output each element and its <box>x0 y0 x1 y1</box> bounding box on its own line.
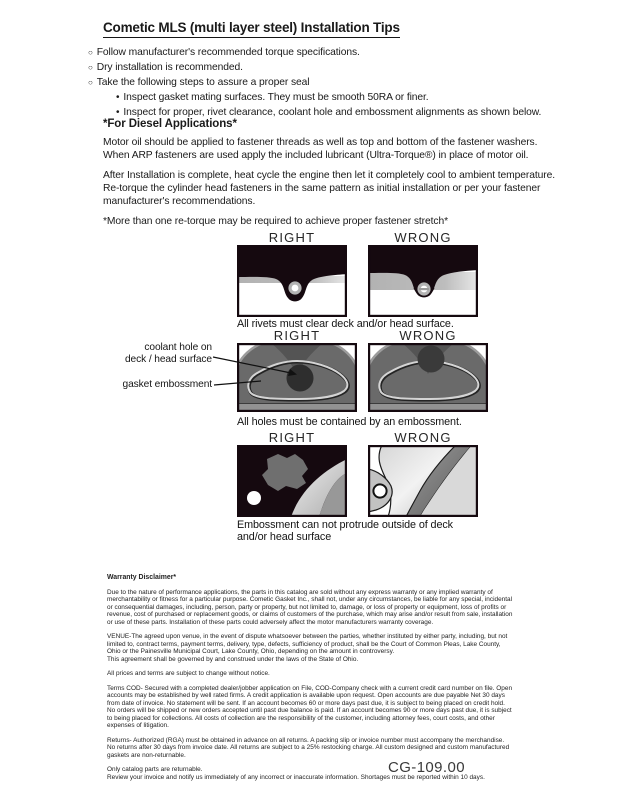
right-label: RIGHT <box>268 230 316 245</box>
list-item <box>88 45 558 60</box>
legal-paragraph: Only catalog parts are returnable. <box>107 766 203 773</box>
legal-paragraph: Due to the nature of performance applications, the parts in this catalog are sold without any express warranty or any implied warranty of merchantability or fitness for a particular purpose. Cometic Gasket Inc., shall not, under any circumstances, be liable for any special, incidental or consequential damages, including, person, party or property, but not limited to, damage, or loss of property or equipment, loss of profits or revenue, cost of purchased or replacement goods, or claims of customers of the purchase, which may arise and/or result from sale, installation or use of these parts. Installation of these parts could adversely affect the motor manufacturers warranty coverage. <box>107 588 513 626</box>
callout-arrow-lines <box>115 340 375 420</box>
diesel-paragraph: After Installation is complete, heat cycle the engine then let it completely cool to ambient temperature. Re-torque the cylinder head fasteners in the same pattern as initial installation or per your fastener manufacturer's recommendations. <box>103 170 555 207</box>
page-number: CG-109.00 <box>388 759 465 776</box>
page-title: Cometic MLS (multi layer steel) Installation Tips <box>103 20 400 38</box>
legal-paragraph: Terms COD- Secured with a completed dealer/jobber application on File, COD-Company check with a current credit card number on file. Open accounts may be established by well rated firms. A credit application is available upon request. Open accounts are due payable Net 30 days from date of invoice. No statement will be sent. If an account becomes 60 or more days past due, it is subject to being placed on credit hold. No orders will be shipped or new orders accepted until past due balance is paid. If an account becomes 90 or more days past due, it is subject to being placed for collections. All costs of collection are the responsibility of the customer, including attorney fees, court costs, and other expenses of litigation. <box>107 684 513 729</box>
installation-tips-list <box>88 45 558 120</box>
tip-text: Inspect for proper, rivet clearance, coolant hole and embossment alignments as shown below. <box>123 107 542 118</box>
legal-heading: Warranty Disclaimer* <box>107 574 177 581</box>
tip-text: Inspect gasket mating surfaces. They must be smooth 50RA or finer. <box>123 92 429 103</box>
solid-bullet-icon: • <box>116 107 120 118</box>
solid-bullet-icon: • <box>116 92 120 103</box>
holes-wrong-diagram <box>368 343 488 412</box>
retorque-note: *More than one re-torque may be required to achieve proper fastener stretch* <box>103 216 448 227</box>
list-item <box>88 75 558 90</box>
callout-text: gasket embossment <box>122 379 212 390</box>
tip-text: Take the following steps to assure a proper seal <box>96 77 310 88</box>
open-bullet-icon: ○ <box>88 63 93 72</box>
tip-text: Follow manufacturer's recommended torque specifications. <box>96 47 360 58</box>
callout-text: deck / head surface <box>124 353 212 365</box>
legal-paragraph: This agreement shall be governed by and construed under the laws of the State of Ohio. <box>107 655 359 663</box>
protrusion-wrong-diagram <box>368 445 478 517</box>
open-bullet-icon: ○ <box>88 48 93 57</box>
holes-caption: All holes must be contained by an embossment. <box>237 416 462 428</box>
protrusion-caption: Embossment can not protrude outside of deck and/or head surface <box>237 519 453 543</box>
legal-paragraph: Review your invoice and notify us immediately of any incorrect or inaccurate information. Shortages must be reported within 10 days. <box>107 773 485 781</box>
open-bullet-icon: ○ <box>88 78 93 87</box>
list-item <box>116 90 558 105</box>
legal-paragraph: VENUE-The agreed upon venue, in the event of dispute whatsoever between the parties, whether instituted by either party, including, but not limited to, contract terms, payment terms, delivery, type, defects, sufficiency of product, shall be the Court of Common Pleas, Lake County, Ohio or the Painesville Municipal Court, Lake County, Ohio, depending on the amount in controversy. <box>107 633 508 655</box>
legal-paragraph: All prices and terms are subject to change without notice. <box>107 670 270 677</box>
diesel-paragraph: Motor oil should be applied to fastener threads as well as top and bottom of the fastener washers. When ARP fasteners are used apply the included lubricant (Ultra-Torque®) in place of motor oil. <box>103 137 538 161</box>
rivet-wrong-diagram <box>368 245 478 317</box>
warranty-disclaimer <box>107 574 514 781</box>
right-label: RIGHT <box>273 328 321 343</box>
wrong-label: WRONG <box>394 230 452 245</box>
right-label: RIGHT <box>268 430 316 445</box>
rivet-caption: All rivets must clear deck and/or head surface. <box>237 318 454 330</box>
wrong-label: WRONG <box>394 430 452 445</box>
protrusion-right-diagram <box>237 445 347 517</box>
rivet-right-diagram <box>237 245 347 317</box>
diesel-heading: *For Diesel Applications* <box>103 118 237 130</box>
wrong-label: WRONG <box>399 328 457 343</box>
legal-paragraph: Returns- Authorized (RGA) must be obtained in advance on all returns. A packing slip or invoice number must accompany the merchandise. No returns after 30 days from invoice date. All returns are subject to a 25% restocking charge. All custom designed and custom manufactured gaskets are non-returnable. <box>107 736 510 759</box>
callout-text: coolant hole on <box>144 342 212 353</box>
tip-text: Dry installation is recommended. <box>96 62 243 73</box>
list-item <box>88 60 558 75</box>
